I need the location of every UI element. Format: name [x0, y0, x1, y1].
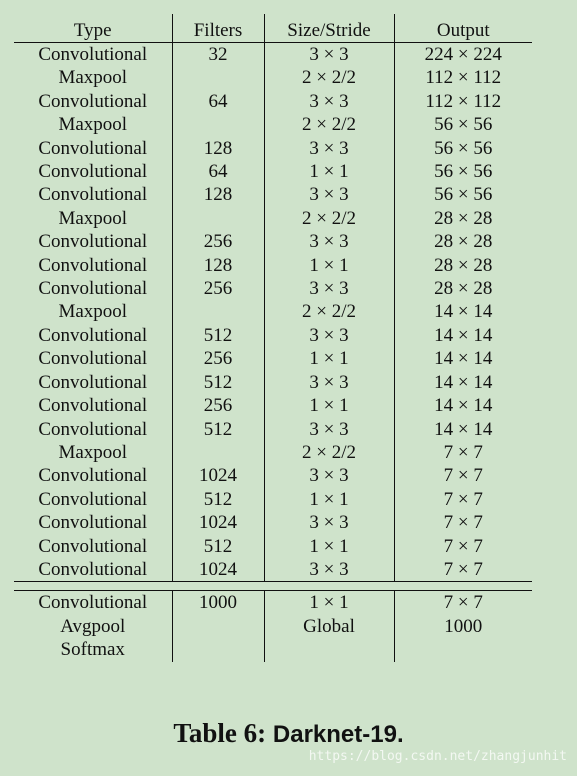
- cell-size-stride: 1 × 1: [264, 488, 394, 511]
- cell-size-stride: 2 × 2/2: [264, 113, 394, 136]
- cell-size-stride: 2 × 2/2: [264, 300, 394, 323]
- table-row: [14, 207, 532, 230]
- double-rule-separator: [14, 582, 532, 591]
- cell-output: 56 × 56: [434, 137, 493, 159]
- cell-size-stride: 2 × 2/2: [264, 207, 394, 230]
- cell-size-stride: 3 × 3: [264, 183, 394, 206]
- cell-size-stride: 2 × 2/2: [264, 66, 394, 89]
- cell-output: 14 × 14: [434, 395, 493, 417]
- cell-filters: 32: [172, 43, 264, 67]
- table-row: [14, 300, 532, 323]
- table-row: [14, 347, 532, 370]
- cell-filters: [172, 441, 264, 464]
- cell-output: 14 × 14: [434, 348, 493, 370]
- cell-output: 56 × 56: [434, 161, 493, 183]
- cell-filters: 1000: [172, 591, 264, 615]
- cell-filters: 512: [172, 535, 264, 558]
- header-filters: Filters: [172, 14, 264, 43]
- table-row: [14, 511, 532, 534]
- cell-size-stride: 1 × 1: [264, 254, 394, 277]
- cell-type: Convolutional: [14, 418, 172, 441]
- cell-size-stride: 3 × 3: [264, 511, 394, 534]
- cell-filters: [172, 207, 264, 230]
- watermark-text: https://blog.csdn.net/zhangjunhit: [308, 749, 567, 764]
- cell-filters: 128: [172, 137, 264, 160]
- cell-type: Convolutional: [14, 183, 172, 206]
- header-output: Output: [394, 14, 532, 43]
- table-row: [14, 254, 532, 277]
- cell-type: Convolutional: [14, 277, 172, 300]
- cell-filters: [172, 300, 264, 323]
- cell-size-stride: 3 × 3: [264, 137, 394, 160]
- cell-type: Softmax: [14, 638, 172, 661]
- cell-filters: 128: [172, 183, 264, 206]
- cell-size-stride: 3 × 3: [264, 464, 394, 487]
- table-caption: [0, 718, 577, 749]
- cell-type: Convolutional: [14, 347, 172, 370]
- table-row: [14, 464, 532, 487]
- cell-filters: [172, 615, 264, 638]
- header-type: Type: [14, 14, 172, 43]
- table-row: [14, 183, 532, 206]
- cell-output: 7 × 7: [443, 441, 483, 463]
- table-row: [14, 230, 532, 253]
- cell-filters: 1024: [172, 464, 264, 487]
- cell-filters: 1024: [172, 511, 264, 534]
- cell-output: 14 × 14: [434, 301, 493, 323]
- darknet-table-container: [14, 14, 532, 662]
- cell-type: Maxpool: [14, 300, 172, 323]
- cell-size-stride: 3 × 3: [264, 418, 394, 441]
- cell-type: Maxpool: [14, 66, 172, 89]
- cell-output: 56 × 56: [434, 114, 493, 136]
- caption-prefix: Table 6:: [173, 718, 267, 748]
- cell-type: Convolutional: [14, 230, 172, 253]
- table-row: [14, 615, 532, 638]
- cell-size-stride: 3 × 3: [264, 43, 394, 67]
- cell-output: 28 × 28: [434, 254, 493, 276]
- cell-output: 28 × 28: [434, 278, 493, 300]
- table-row: [14, 558, 532, 582]
- cell-size-stride: 1 × 1: [264, 347, 394, 370]
- cell-type: Convolutional: [14, 254, 172, 277]
- table-row: [14, 591, 532, 615]
- table-row: [14, 394, 532, 417]
- table-row: [14, 160, 532, 183]
- table-row: [14, 488, 532, 511]
- caption-name: Darknet-19.: [272, 721, 404, 748]
- cell-type: Convolutional: [14, 324, 172, 347]
- cell-size-stride: 2 × 2/2: [264, 441, 394, 464]
- cell-filters: 64: [172, 160, 264, 183]
- table-body: [14, 43, 532, 582]
- cell-output: 7 × 7: [443, 535, 483, 557]
- cell-filters: 256: [172, 277, 264, 300]
- cell-filters: [172, 66, 264, 89]
- table-row: [14, 418, 532, 441]
- cell-type: Convolutional: [14, 43, 172, 67]
- cell-type: Convolutional: [14, 511, 172, 534]
- cell-filters: 256: [172, 230, 264, 253]
- cell-output: 7 × 7: [443, 465, 483, 487]
- cell-output: 112 × 112: [425, 90, 502, 112]
- cell-output: 28 × 28: [434, 231, 493, 253]
- cell-size-stride: 3 × 3: [264, 277, 394, 300]
- cell-output: 112 × 112: [425, 67, 502, 89]
- cell-type: Convolutional: [14, 464, 172, 487]
- cell-size-stride: [264, 638, 394, 661]
- cell-output: 1000: [444, 615, 483, 637]
- cell-output: 224 × 224: [424, 44, 502, 65]
- cell-size-stride: 3 × 3: [264, 90, 394, 113]
- cell-size-stride: 3 × 3: [264, 230, 394, 253]
- cell-type: Convolutional: [14, 160, 172, 183]
- cell-size-stride: 1 × 1: [264, 591, 394, 615]
- darknet-19-table: [14, 14, 532, 662]
- table-header-row: [14, 14, 532, 43]
- cell-type: Maxpool: [14, 441, 172, 464]
- cell-filters: 512: [172, 324, 264, 347]
- cell-output: 14 × 14: [434, 418, 493, 440]
- cell-type: Convolutional: [14, 558, 172, 582]
- cell-type: Convolutional: [14, 535, 172, 558]
- cell-output: 7 × 7: [443, 512, 483, 534]
- cell-output: 14 × 14: [434, 371, 493, 393]
- table-row: [14, 66, 532, 89]
- cell-size-stride: 3 × 3: [264, 558, 394, 582]
- cell-filters: 512: [172, 371, 264, 394]
- cell-output: 7 × 7: [443, 592, 483, 614]
- cell-filters: 256: [172, 394, 264, 417]
- table-row: [14, 113, 532, 136]
- cell-type: Maxpool: [14, 207, 172, 230]
- cell-output: 28 × 28: [434, 207, 493, 229]
- table-row: [14, 137, 532, 160]
- table-row: [14, 371, 532, 394]
- cell-size-stride: 1 × 1: [264, 535, 394, 558]
- cell-output: 56 × 56: [434, 184, 493, 206]
- cell-filters: 128: [172, 254, 264, 277]
- cell-size-stride: Global: [264, 615, 394, 638]
- cell-output: 14 × 14: [434, 324, 493, 346]
- cell-filters: 1024: [172, 558, 264, 582]
- cell-size-stride: 1 × 1: [264, 394, 394, 417]
- table-row: [14, 535, 532, 558]
- table-row: [14, 277, 532, 300]
- table-row: [14, 441, 532, 464]
- cell-output: 7 × 7: [443, 488, 483, 510]
- cell-type: Maxpool: [14, 113, 172, 136]
- cell-size-stride: 1 × 1: [264, 160, 394, 183]
- cell-type: Convolutional: [14, 394, 172, 417]
- cell-type: Convolutional: [14, 137, 172, 160]
- cell-filters: [172, 113, 264, 136]
- cell-type: Convolutional: [14, 488, 172, 511]
- table-row: [14, 43, 532, 67]
- cell-type: Convolutional: [14, 371, 172, 394]
- cell-filters: 512: [172, 418, 264, 441]
- header-size-stride: Size/Stride: [264, 14, 394, 43]
- cell-filters: [172, 638, 264, 661]
- table-row: [14, 638, 532, 661]
- cell-type: Convolutional: [14, 591, 172, 615]
- cell-size-stride: 3 × 3: [264, 371, 394, 394]
- cell-size-stride: 3 × 3: [264, 324, 394, 347]
- cell-filters: 256: [172, 347, 264, 370]
- table-row: [14, 324, 532, 347]
- cell-output: 7 × 7: [443, 558, 483, 580]
- cell-type: Convolutional: [14, 90, 172, 113]
- table-tail-body: [14, 582, 532, 662]
- table-row: [14, 90, 532, 113]
- cell-filters: 64: [172, 90, 264, 113]
- cell-output: [394, 638, 532, 661]
- cell-filters: 512: [172, 488, 264, 511]
- cell-type: Avgpool: [14, 615, 172, 638]
